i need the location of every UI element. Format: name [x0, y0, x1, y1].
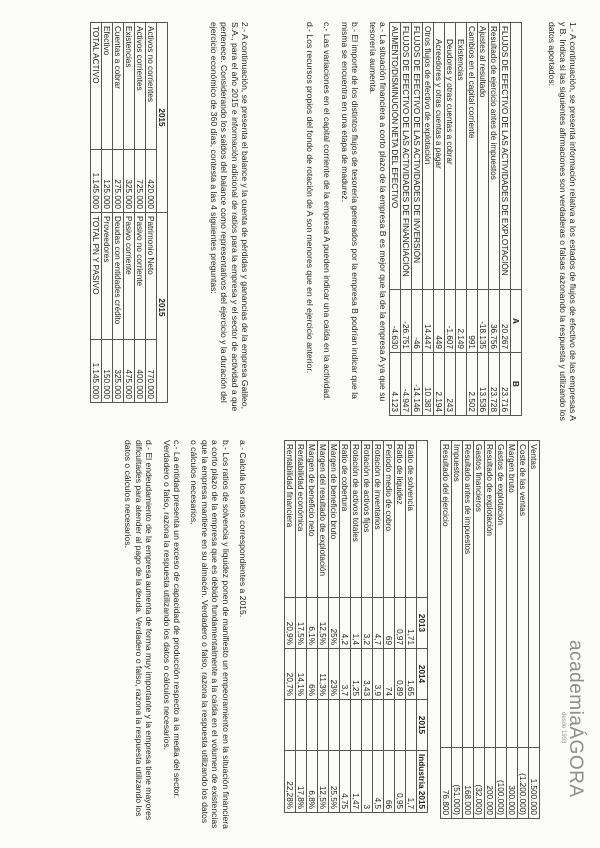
table-cell-value: 12,5%: [318, 751, 329, 813]
table-row: [441, 441, 452, 819]
table-cell-value: 6,8%: [307, 751, 318, 813]
table-cell-label: Periodo medio de cobro: [384, 441, 395, 598]
table-cell-value: -4.947: [401, 353, 412, 416]
table-cell-label: Ajustes al resultado: [478, 23, 489, 290]
table-row: [478, 23, 489, 416]
table-cell-label: FLUJOS DE EFECTIVO DE LAS ACTIVIDADES DE INVERSIÓN: [412, 23, 423, 290]
table-cell-label: Acreedores y otras cuentas a pagar: [434, 23, 445, 290]
table-row: [307, 441, 318, 813]
table-row: [285, 441, 296, 813]
table-row: [390, 23, 401, 416]
table-row: [384, 441, 395, 813]
table-cell-value: 3,9: [373, 649, 384, 700]
table-cell-value: 4,7: [373, 598, 384, 649]
table-cell-value: -26.751: [401, 290, 412, 353]
table-cell-label: Resultado de ejercicio antes de impuestos: [489, 23, 500, 290]
income-statement: [440, 440, 540, 819]
question-2c: c.- La entidad presenta un exceso de capacidad de producción respecto a la media del sector. Verdadero o falso, razona la respuesta utilizando los datos o cálculos necesarios.: [161, 440, 182, 799]
table-row: [474, 441, 485, 819]
table-cell-value: 10.387: [423, 353, 434, 416]
table-row: [456, 23, 467, 416]
table-cell-label: Deudores y otras cuentas a cobrar: [445, 23, 456, 290]
table-cell-value: 420.000: [146, 150, 157, 213]
table-cell-value: (51.000): [452, 748, 463, 819]
table-row: [500, 23, 511, 416]
table-cell-value: 22,28%: [285, 751, 296, 813]
table-cell-value: 20,9%: [285, 598, 296, 649]
table-cell-value: 3,7: [340, 649, 351, 700]
table-cell-value: 475.000: [124, 340, 135, 403]
table-cell-value: 0,97: [395, 598, 406, 649]
column-header: Industria 2015: [417, 751, 428, 813]
table-cell-value: 0,95: [395, 751, 406, 813]
table-row: [124, 23, 135, 403]
table-cell-value: 25%: [329, 598, 340, 649]
table-cell-label: Margen de beneficio bruto: [329, 441, 340, 598]
table-cell-label: Cambios en el capital corriente: [467, 23, 478, 290]
table-row: [351, 441, 362, 813]
cash-flow-grid: [389, 22, 522, 416]
table-cell-value: 23%: [329, 649, 340, 700]
question-1-intro: 1.- A continuación, se presenta información relativa a los estados de flujos de efectivo de las empresas A y B. Indica si las siguientes afirmaciones son verdaderas o falsas razonando la respuesta y utilizando los datos aportados:: [547, 22, 578, 421]
table-cell-value: 3,2: [362, 598, 373, 649]
balance-year-left: 2015: [157, 23, 168, 213]
table-cell-value: 69: [384, 598, 395, 649]
table-cell-label: FLUJOS DE EFECTIVO DE LAS ACTIVIDADES DE FINANCIACIÓN: [401, 23, 412, 290]
table-cell-label: Otros flujos de efectivo de explotación: [423, 23, 434, 290]
statement-b: b.- El importe de los distintos flujos de tesorería generados por la empresa B podrían indicar que la misma se encuentra en una etapa de madurez.: [339, 22, 361, 399]
table-cell-value: 1,71: [406, 598, 417, 649]
table-row: [452, 441, 463, 819]
table-cell-value: 1.500.000: [529, 748, 540, 819]
table-cell-value: [406, 700, 417, 751]
column-header: 2015: [417, 700, 428, 751]
table-cell-value: 11,3%: [318, 649, 329, 700]
table-cell-value: [296, 700, 307, 751]
question-2a: a.- Calcula los ratios correspondientes a 2015.: [238, 440, 248, 618]
statement-d: d.- Los recursos propios del fondo de rotación de A son menores que en el ejercicio anterior.: [304, 22, 315, 374]
table-cell-value: 6%: [307, 649, 318, 700]
table-row: [296, 441, 307, 813]
statement-a: a.- La situación financiera a corto plazo de la empresa B es mejor que la de la empresa A ya que su tesorería aumenta.: [367, 22, 388, 402]
table-row: [507, 441, 518, 819]
table-cell-label: Gastos de explotación: [496, 441, 507, 748]
table-cell-label: Ratio de liquidez: [395, 441, 406, 598]
table-cell-value: 17,5%: [296, 598, 307, 649]
table-cell-label: Impuestos: [452, 441, 463, 748]
table-cell-value: 275.000: [113, 150, 124, 213]
question-2d: d.- El endeudamiento de la empresa aumenta de forma muy importante y la empresa tiene mayores dificultades para atender al pago de la deuda. Verdadero o falso, razona la respuesta utilizando los datos o cálculos necesarios.: [123, 440, 155, 821]
table-cell-value: 3: [362, 751, 373, 813]
column-header: [511, 23, 522, 290]
table-cell-value: 1,47: [351, 751, 362, 813]
cash-flow-table: [389, 22, 522, 416]
table-cell-value: 76.800: [441, 748, 452, 819]
table-cell-label: Proveedores: [102, 213, 113, 340]
table-row: [102, 23, 113, 403]
table-cell-label: TOTAL ACTIVO: [91, 23, 102, 150]
table-cell-value: [362, 700, 373, 751]
balance-year-right: 2015: [157, 213, 168, 403]
table-row: [489, 23, 500, 416]
table-cell-label: Margen del resultado de explotación: [318, 441, 329, 598]
table-cell-value: 20.267: [500, 290, 511, 353]
question-2b: b.- Los ratios de solvencia y liquidez ponen de manifiesto un empeoramiento en la situación financiera a corto plazo de la empresa que es debido fundamentalmente a la caída en el volumen de existencias que la empresa mantiene en su almacén. Verdadero o falso, razona la respuesta utilizando los datos o cálculos necesarios.: [189, 440, 231, 829]
table-cell-value: 66: [384, 751, 395, 813]
table-cell-label: Patrimonio Neto: [146, 213, 157, 340]
table-row: [362, 441, 373, 813]
table-cell-label: FLUJOS DE EFECTIVO DE LAS ACTIVIDADES DE EXPLOTACIÓN: [500, 23, 511, 290]
table-cell-value: 20,7%: [285, 649, 296, 700]
table-cell-label: Rentabilidad económica: [296, 441, 307, 598]
balance-sheet: [90, 22, 168, 403]
table-cell-value: 6,1%: [307, 598, 318, 649]
table-header-row: [417, 441, 428, 813]
table-row: [340, 441, 351, 813]
table-row: [146, 23, 157, 403]
question-1-statements: [298, 22, 388, 422]
table-cell-label: Rotación de activos fijos: [362, 441, 373, 598]
table-cell-value: [384, 700, 395, 751]
table-cell-label: Pasivo corriente: [124, 213, 135, 340]
table-cell-label: Margen de beneficio neto: [307, 441, 318, 598]
table-cell-label: Coste de las ventas: [518, 441, 529, 748]
table-row: [467, 23, 478, 416]
table-cell-value: [395, 700, 406, 751]
table-cell-value: 449: [434, 290, 445, 353]
column-header: [417, 441, 428, 598]
table-cell-value: -1.607: [445, 290, 456, 353]
table-cell-value: 23.716: [500, 353, 511, 416]
column-header: A: [511, 290, 522, 353]
table-cell-label: Margen bruto: [507, 441, 518, 748]
table-row: [412, 23, 423, 416]
table-cell-value: 14.447: [423, 290, 434, 353]
column-header: 2013: [417, 598, 428, 649]
table-cell-value: 13.536: [478, 353, 489, 416]
table-cell-label: Rotación de activos totales: [351, 441, 362, 598]
table-cell-value: [456, 353, 467, 416]
table-cell-value: 400.000: [135, 340, 146, 403]
table-cell-value: 4,75: [340, 751, 351, 813]
logo-subtitle: desde 1993: [560, 712, 566, 744]
table-row: [401, 23, 412, 416]
table-cell-value: 17,8%: [296, 751, 307, 813]
table-cell-value: -18.135: [478, 290, 489, 353]
column-header: B: [511, 353, 522, 416]
table-header-row: [157, 23, 168, 403]
table-cell-label: Rotación de inventarios: [373, 441, 384, 598]
table-cell-value: 25,5%: [329, 751, 340, 813]
table-cell-value: 0,89: [395, 649, 406, 700]
table-row: [496, 441, 507, 819]
table-cell-value: 1,4: [351, 598, 362, 649]
logo-text: academiaÁGORA: [565, 640, 586, 798]
table-cell-value: -4.630: [390, 290, 401, 353]
table-cell-value: 2.502: [467, 353, 478, 416]
table-cell-label: TOTAL PN Y PASIVO: [91, 213, 102, 340]
table-cell-label: Ratio de cobertura: [340, 441, 351, 598]
table-cell-value: 243: [445, 353, 456, 416]
table-cell-label: Activos corrientes: [135, 23, 146, 150]
table-cell-label: Deudas con entidades crédito: [113, 213, 124, 340]
table-cell-value: 1,7: [406, 751, 417, 813]
table-cell-label: Ventas: [529, 441, 540, 748]
table-cell-value: 770.000: [146, 340, 157, 403]
table-cell-value: 1.145.000: [91, 340, 102, 403]
table-cell-value: 125.000: [102, 150, 113, 213]
table-cell-value: 4,2: [340, 598, 351, 649]
table-row: [318, 441, 329, 813]
table-cell-label: Resultado antes de impuestos: [463, 441, 474, 748]
ratios-table: [284, 440, 428, 813]
table-header-row: [511, 23, 522, 416]
table-row: [485, 441, 496, 819]
table-row: [463, 441, 474, 819]
table-cell-value: 2.194: [434, 353, 445, 416]
table-cell-label: Efectivo: [102, 23, 113, 150]
table-cell-value: 150.000: [102, 340, 113, 403]
table-cell-value: 325.000: [124, 150, 135, 213]
table-cell-value: -14.146: [412, 353, 423, 416]
table-cell-value: 725.000: [135, 150, 146, 213]
table-cell-value: [307, 700, 318, 751]
table-cell-value: 168.000: [463, 748, 474, 819]
table-cell-value: (32.000): [474, 748, 485, 819]
table-cell-label: Cuentas a cobrar: [113, 23, 124, 150]
table-cell-value: [351, 700, 362, 751]
table-cell-label: Activos no corrientes: [146, 23, 157, 150]
table-cell-value: 1,65: [406, 649, 417, 700]
statement-c: c.- Las variaciones en el capital corriente de la empresa A pueden indicar una caída en la actividad.: [322, 22, 333, 401]
table-cell-label: Existencias: [124, 23, 135, 150]
table-cell-value: [285, 700, 296, 751]
question-2-intro: 2.- A continuación, se presenta el balance y la cuenta de pérdidas y ganancias de la empresa Galileo, S.A., para el año 2015 e información adicional de ratios para la empresa y el sector de actividad a que pertenece. Considerando los saldos del balance como representativos del ejercicio y la duración del ejercicio económico de 360 días, contesta a las 4 siguientes preguntas:: [208, 22, 250, 412]
table-cell-value: [340, 700, 351, 751]
table-cell-label: Existencias: [456, 23, 467, 290]
table-cell-label: Ratio de solvencia: [406, 441, 417, 598]
table-cell-value: 23.728: [489, 353, 500, 416]
table-row: [135, 23, 146, 403]
table-cell-value: 36.756: [489, 290, 500, 353]
ratios-grid: [284, 440, 428, 813]
table-cell-value: 991: [467, 290, 478, 353]
table-row: [91, 23, 102, 403]
table-row: [423, 23, 434, 416]
table-cell-value: [318, 700, 329, 751]
table-cell-value: [373, 700, 384, 751]
table-cell-label: Resultado del ejercicio: [441, 441, 452, 748]
academia-agora-logo: [560, 640, 586, 798]
table-row: [518, 441, 529, 819]
column-header: 2014: [417, 649, 428, 700]
table-cell-value: 14,1%: [296, 649, 307, 700]
table-cell-value: 4.123: [390, 353, 401, 416]
table-cell-label: Resultado de explotación: [485, 441, 496, 748]
table-cell-label: Pasivo no corriente: [135, 213, 146, 340]
table-cell-label: Rentabilidad financiera: [285, 441, 296, 598]
table-row: [329, 441, 340, 813]
table-row: [395, 441, 406, 813]
table-row: [406, 441, 417, 813]
table-cell-value: 12,5%: [318, 598, 329, 649]
table-cell-value: -46: [412, 290, 423, 353]
table-cell-value: [329, 700, 340, 751]
question-2-items: [116, 440, 248, 830]
table-cell-value: 200.000: [485, 748, 496, 819]
table-row: [529, 441, 540, 819]
table-cell-value: (1.200.000): [518, 748, 529, 819]
table-cell-value: 74: [384, 649, 395, 700]
income-statement-grid: [440, 440, 540, 819]
table-cell-label: Gastos financieros: [474, 441, 485, 748]
table-cell-label: AUMENTO/DISMINUCIÓN NETA DEL EFECTIVO: [390, 23, 401, 290]
table-cell-value: 300.000: [507, 748, 518, 819]
table-row: [373, 441, 384, 813]
table-cell-value: 1,25: [351, 649, 362, 700]
table-row: [113, 23, 124, 403]
table-cell-value: (100.000): [496, 748, 507, 819]
table-cell-value: 4,5: [373, 751, 384, 813]
table-row: [434, 23, 445, 416]
table-cell-value: 2.149: [456, 290, 467, 353]
table-cell-value: 1.145.000: [91, 150, 102, 213]
balance-sheet-grid: [90, 22, 168, 403]
table-cell-value: 325.000: [113, 340, 124, 403]
table-row: [445, 23, 456, 416]
table-cell-value: 3,43: [362, 649, 373, 700]
